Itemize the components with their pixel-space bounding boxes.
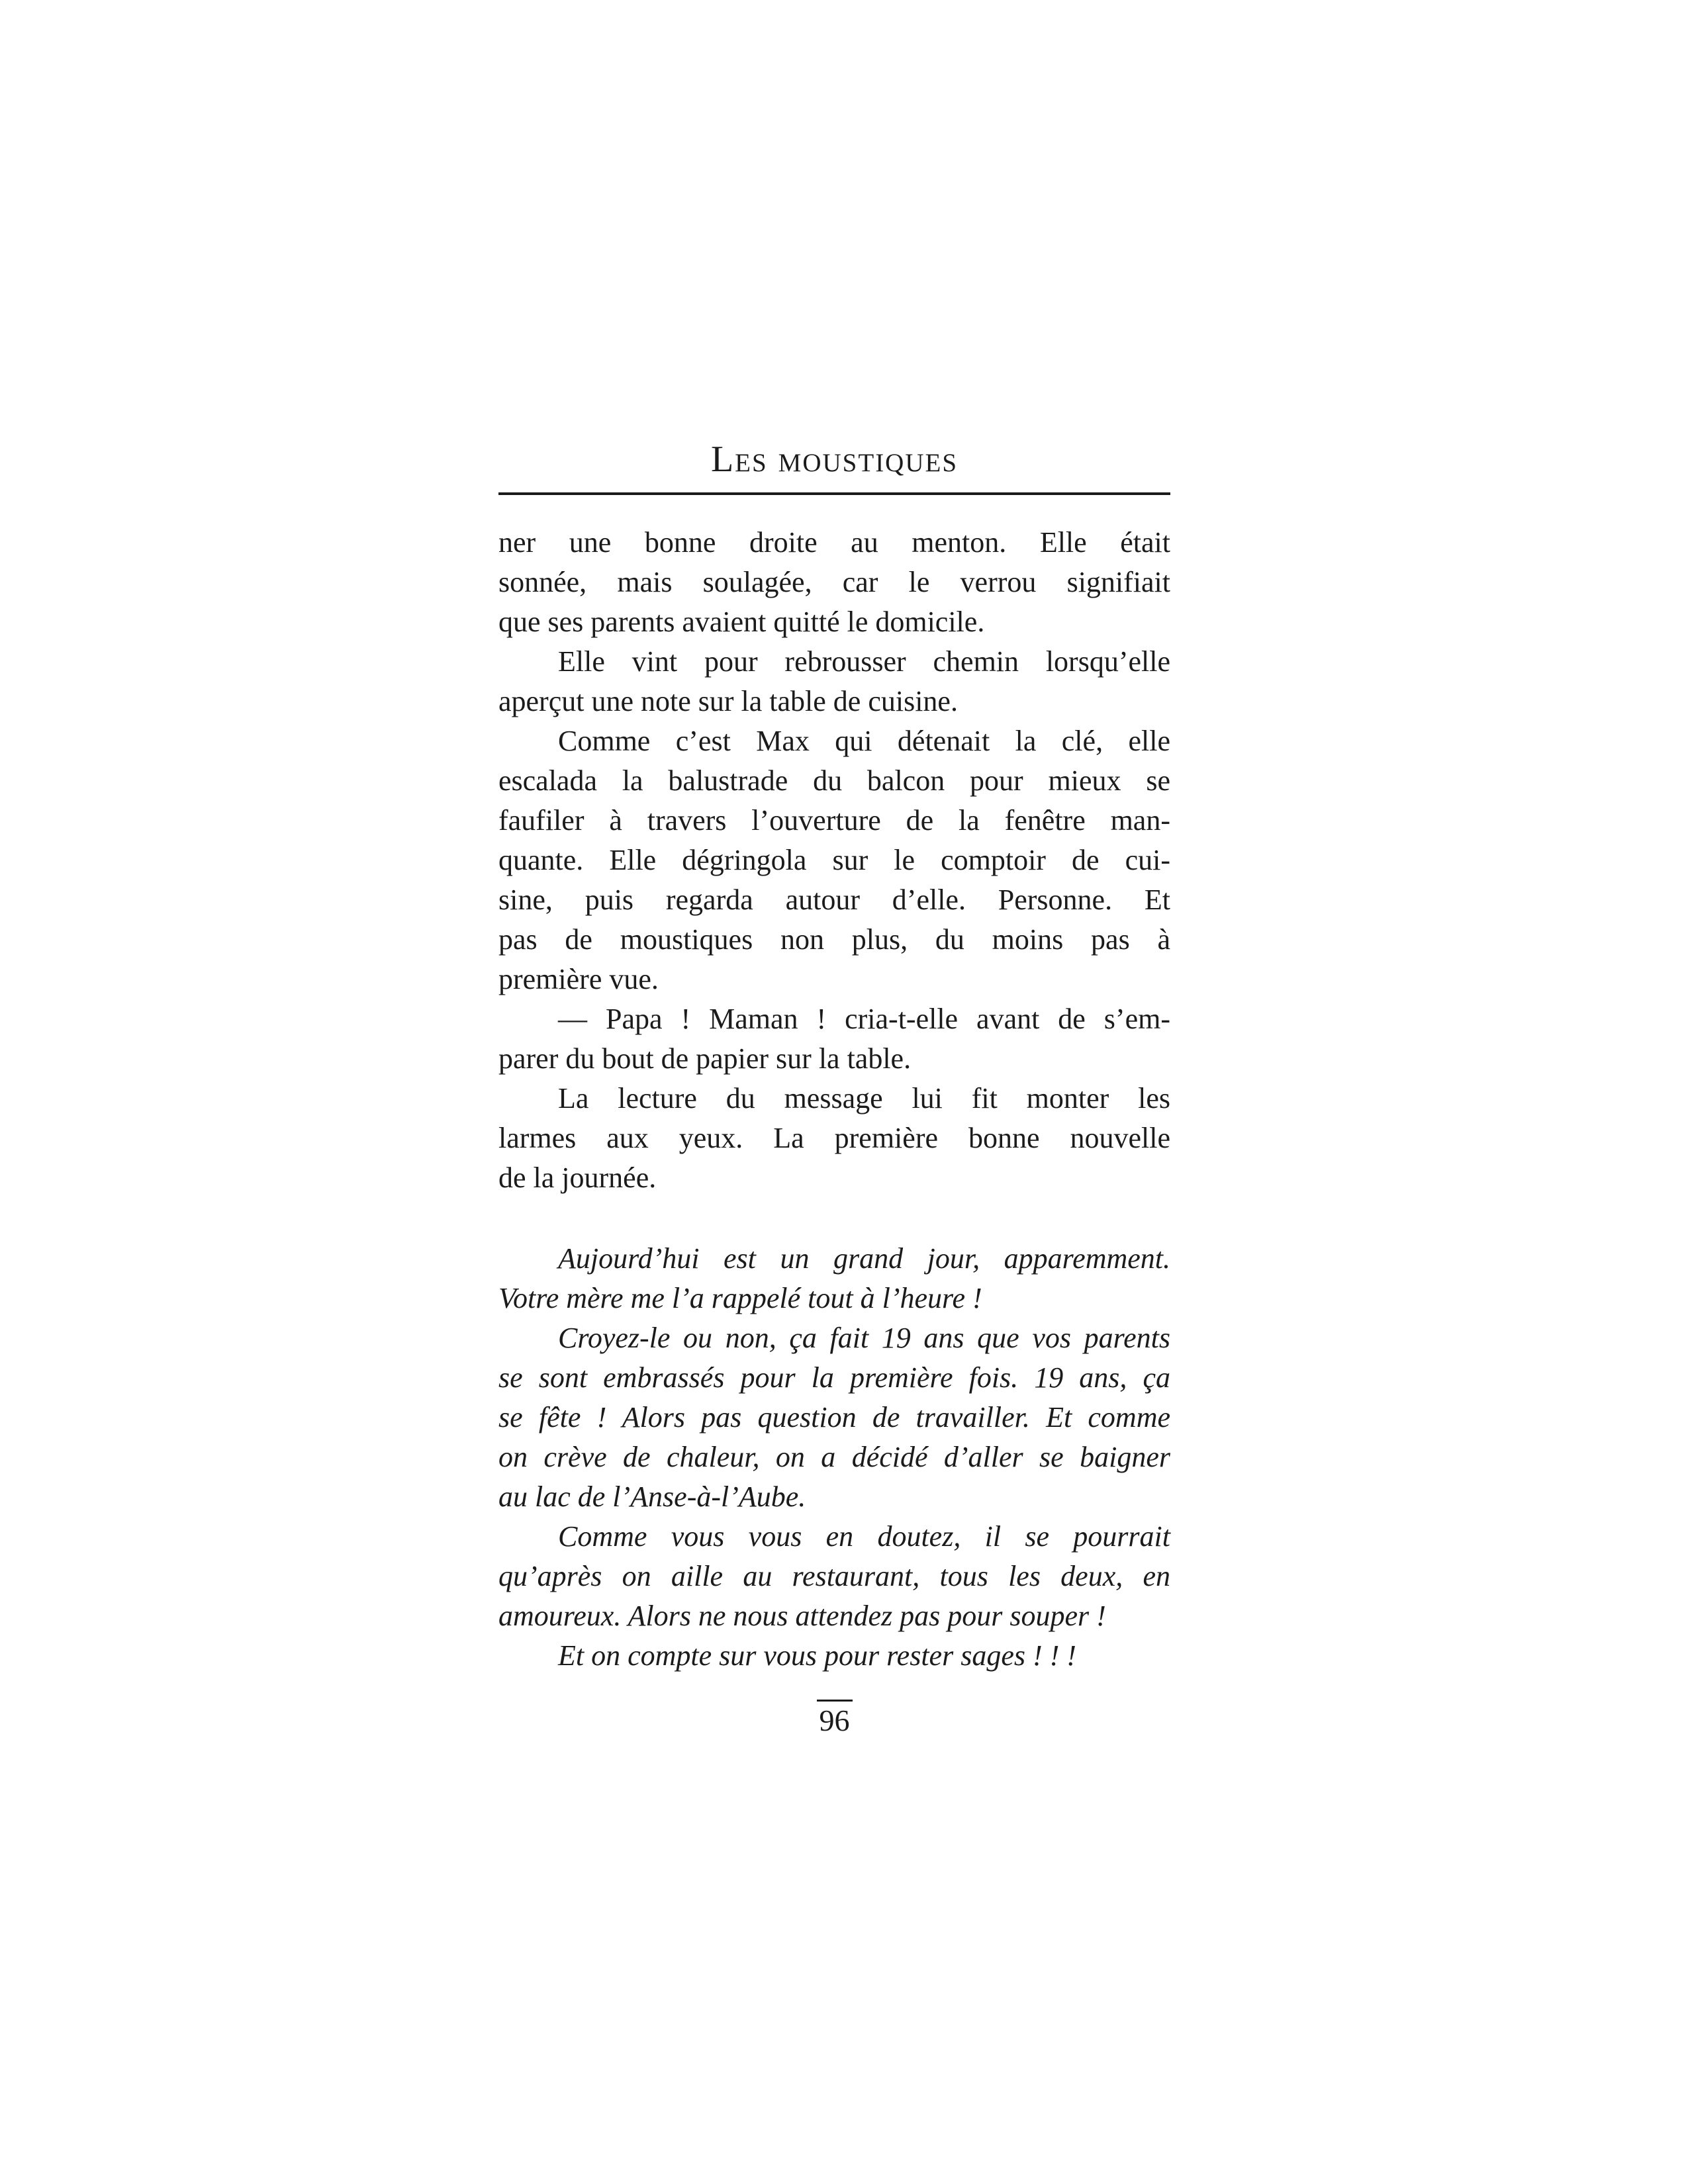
text-line: pas de moustiques non plus, du moins pas à [498, 923, 1170, 956]
body-text [498, 523, 1170, 1676]
text-line: faufiler à travers l’ouverture de la fenêtre man- [498, 804, 1170, 837]
text-line: première vue. [498, 963, 659, 995]
page-number-block [498, 1700, 1170, 1738]
running-header [498, 441, 1170, 495]
text-line: Elle vint pour rebrousser chemin lorsqu’elle [558, 645, 1170, 678]
text-line: Aujourd’hui est un grand jour, apparemment. [558, 1242, 1170, 1275]
content-column [498, 441, 1170, 1676]
page-number: 96 [817, 1700, 853, 1738]
paragraph [498, 999, 1170, 1079]
note-section [498, 1239, 1170, 1676]
text-line: — Papa ! Maman ! cria-t-elle avant de s’em- [558, 1003, 1170, 1035]
text-line: sine, puis regarda autour d’elle. Personne. Et [498, 884, 1170, 916]
paragraph [498, 1079, 1170, 1198]
text-line: au lac de l’Anse-à-l’Aube. [498, 1480, 806, 1513]
text-line: sonnée, mais soulagée, car le verrou signifiait [498, 566, 1170, 598]
page-title: Les moustiques [710, 439, 959, 480]
paragraph [498, 523, 1170, 642]
text-line: La lecture du message lui fit monter les [558, 1082, 1170, 1115]
text-line: se sont embrassés pour la première fois. 19 ans, ça [498, 1361, 1170, 1394]
text-line: Et on compte sur vous pour rester sages ! ! ! [558, 1639, 1076, 1672]
text-line: que ses parents avaient quitté le domicile. [498, 606, 985, 638]
text-line: larmes aux yeux. La première bonne nouvelle [498, 1122, 1170, 1154]
text-line: aperçut une note sur la table de cuisine. [498, 685, 958, 717]
paragraph [498, 1318, 1170, 1517]
paragraph [498, 642, 1170, 721]
text-line: Comme c’est Max qui détenait la clé, elle [558, 725, 1170, 757]
text-line: escalada la balustrade du balcon pour mieux se [498, 764, 1170, 797]
text-line: de la journée. [498, 1161, 657, 1194]
text-line: ner une bonne droite au menton. Elle était [498, 526, 1170, 559]
paragraph [498, 1636, 1170, 1676]
text-line: Croyez-le ou non, ça fait 19 ans que vos parents [558, 1322, 1170, 1354]
paragraph [498, 1517, 1170, 1636]
text-line: quante. Elle dégringola sur le comptoir de cui- [498, 844, 1170, 876]
text-line: Comme vous vous en doutez, il se pourrait [558, 1520, 1170, 1553]
text-line: se fête ! Alors pas question de travailler. Et comme [498, 1401, 1170, 1433]
paragraph [498, 1239, 1170, 1318]
paragraph [498, 721, 1170, 999]
text-line: on crève de chaleur, on a décidé d’aller se baigner [498, 1441, 1170, 1473]
text-line: parer du bout de papier sur la table. [498, 1042, 912, 1075]
narrative-section [498, 523, 1170, 1198]
text-line: qu’après on aille au restaurant, tous les deux, en [498, 1560, 1170, 1592]
text-line: amoureux. Alors ne nous attendez pas pour souper ! [498, 1600, 1106, 1632]
text-line: Votre mère me l’a rappelé tout à l’heure ! [498, 1282, 982, 1314]
